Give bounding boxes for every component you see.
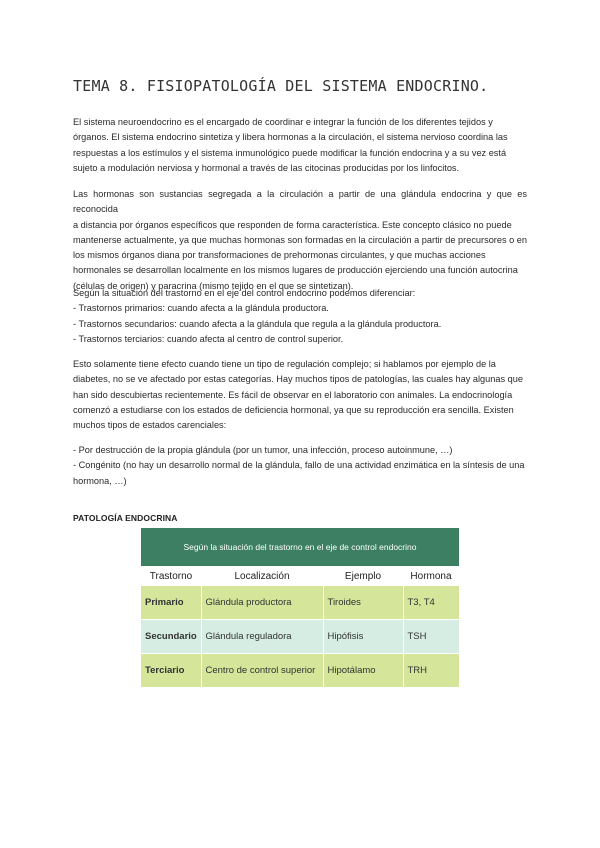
- text-line: respuestas a los estímulos y el sistema inmunológico puede modificar la función endocrina y a su vez está: [73, 147, 507, 158]
- table-cell: Glándula reguladora: [201, 620, 323, 654]
- text-line: hormonales se desarrollan localmente en los mismos lugares de producción ejerciendo una función autocrina: [73, 265, 518, 276]
- table-cell: Primario: [141, 586, 201, 620]
- table-row: [141, 620, 459, 654]
- text-line: diabetes, no se ve afectado por estas categorías. Hay muchos tipos de patologías, las cuales hay algunas que: [73, 374, 523, 385]
- list-item: - Por destrucción de la propia glándula (por un tumor, una infección, proceso autoinmune, …): [73, 445, 453, 455]
- list-item: - Trastornos secundarios: cuando afecta a la glándula que regula a la glándula productora.: [73, 318, 442, 329]
- column-header-localizacion: Localización: [234, 570, 290, 582]
- text-line: Esto solamente tiene efecto cuando tiene un tipo de regulación complejo; si hablamos por ejemplo de la: [73, 359, 496, 369]
- table: [141, 566, 459, 687]
- paragraph-deficiency-types: [73, 443, 527, 489]
- text-line: muchos tipos de estados carenciales:: [73, 420, 227, 431]
- table-header-row: [141, 566, 459, 586]
- page-title: TEMA 8. FISIOPATOLOGÍA DEL SISTEMA ENDOCRINO.: [73, 77, 489, 95]
- list-item: - Trastornos terciarios: cuando afecta al centro de control superior.: [73, 333, 344, 344]
- table-cell: Glándula productora: [201, 586, 323, 620]
- text-line: comenzó a estudiarse con los estados de deficiencia hormonal, ya que su reproducción era sencilla. Existen: [73, 404, 514, 415]
- text-line: (células de origen) y paracrina (mismo tejido en el que se sintetizan).: [73, 280, 354, 291]
- endocrine-pathology-table: [141, 528, 459, 687]
- table-row: [141, 654, 459, 688]
- list-item: hormona, …): [73, 475, 127, 486]
- table-row: [141, 586, 459, 620]
- text-line: Según la situación del trastorno en el eje del control endocrino podemos diferenciar:: [73, 288, 416, 298]
- text-line: mantenerse actualmente, ya que muchas hormonas son formadas en la circulación a partir de precursores o en: [73, 234, 528, 245]
- list-item: - Trastornos primarios: cuando afecta a la glándula productora.: [73, 303, 329, 314]
- table-cell: TRH: [403, 654, 459, 688]
- text-line: órganos. El sistema endocrino sintetiza y libera hormonas a la circulación, el sistema nervioso coordina las: [73, 132, 508, 143]
- table-cell: Centro de control superior: [201, 654, 323, 688]
- table-caption: Según la situación del trastorno en el eje de control endocrino: [141, 528, 459, 566]
- text-line: sujeto a modulación nerviosa y hormonal a través de las citocinas producidas por los linfocitos.: [73, 162, 460, 173]
- paragraph-hormones: [73, 187, 527, 294]
- table-cell: Hipotálamo: [323, 654, 403, 688]
- section-heading: PATOLOGÍA ENDOCRINA: [73, 513, 178, 523]
- paragraph-neuroendocrine: [73, 115, 527, 176]
- column-header-trastorno: Trastorno: [149, 570, 193, 582]
- table-cell: Secundario: [141, 620, 201, 654]
- column-header-ejemplo: Ejemplo: [344, 570, 382, 582]
- table-cell: Terciario: [141, 654, 201, 688]
- column-header-hormona: Hormona: [410, 570, 452, 582]
- table-cell: Tiroides: [323, 586, 403, 620]
- text-line: Las hormonas son sustancias segregada a la circulación a partir de una glándula endocrina y que es reconocida: [73, 189, 527, 215]
- text-line: los mismos órganos diana por transformaciones de prehormonas circulantes, y que muchas acciones: [73, 250, 486, 261]
- paragraph-disorder-types: [73, 286, 527, 347]
- table-cell: Hipófisis: [323, 620, 403, 654]
- text-line: han sido descubiertas recientemente. Es fácil de observar en el laboratorio con animales. La endocrinología: [73, 389, 513, 400]
- paragraph-regulation: [73, 357, 527, 433]
- table-cell: T3, T4: [403, 586, 459, 620]
- list-item: - Congénito (no hay un desarrollo normal de la glándula, fallo de una actividad enzimática en la síntesis de una: [73, 460, 525, 471]
- text-line: El sistema neuroendocrino es el encargado de coordinar e integrar la función de los diferentes tejidos y: [73, 117, 493, 127]
- table-cell: TSH: [403, 620, 459, 654]
- text-line: a distancia por órganos específicos que responden de forma característica. Este concepto clásico no puede: [73, 219, 512, 230]
